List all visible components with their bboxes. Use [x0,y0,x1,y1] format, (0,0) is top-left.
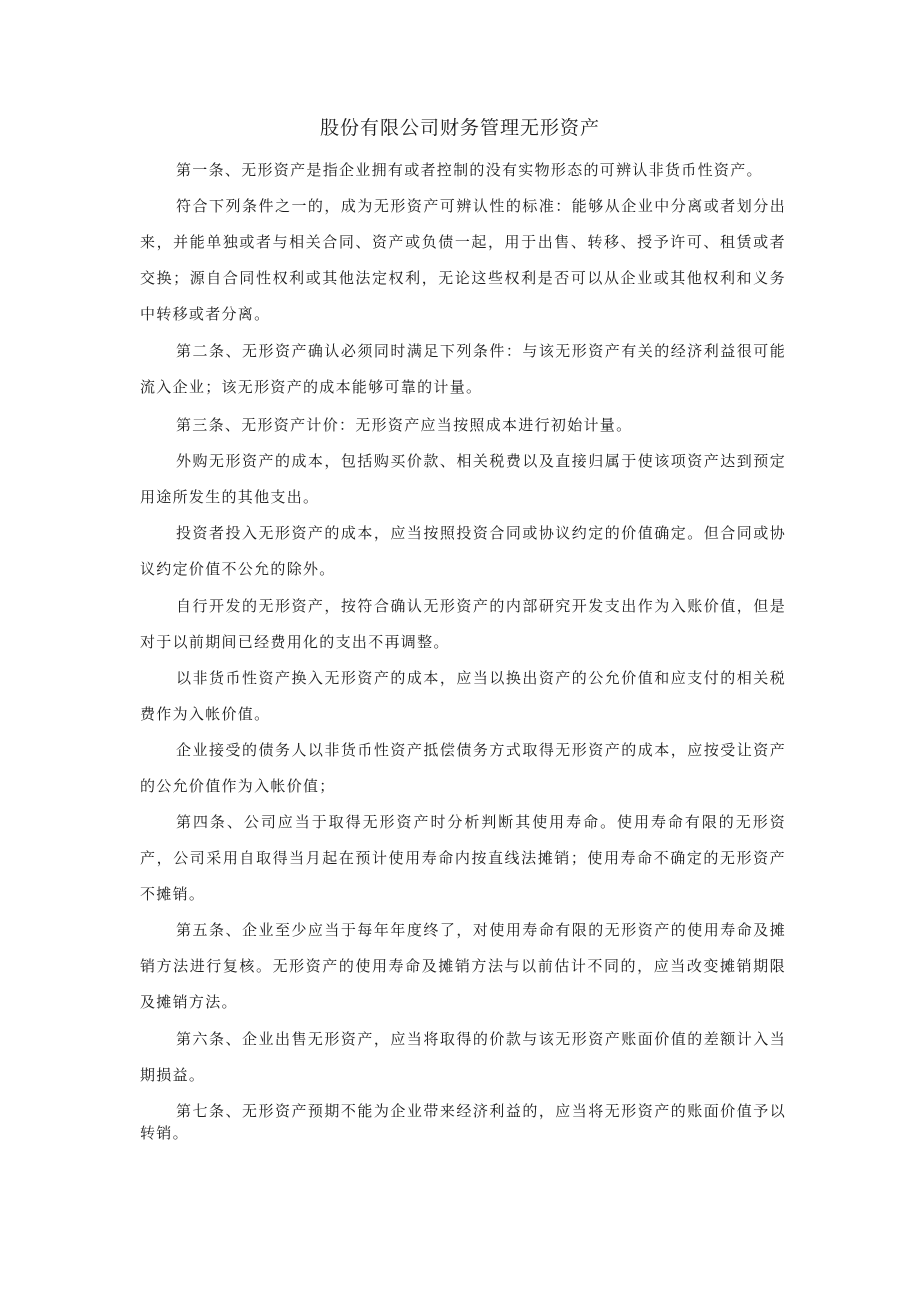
paragraph-article-3: 第三条、无形资产计价：无形资产应当按照成本进行初始计量。 [176,416,633,434]
paragraph-purchased: 外购无形资产的成本，包括购买价款、相关税费以及直接归属于使该项资产达到预定用途所发生的其他支出。 [140,452,786,506]
paragraph-article-6: 第六条、企业出售无形资产，应当将取得的价款与该无形资产账面价值的差额计入当期损益。 [140,1030,786,1084]
paragraph-self-developed: 自行开发的无形资产，按符合确认无形资产的内部研究开发支出作为入账价值，但是对于以前期间已经费用化的支出不再调整。 [140,597,786,651]
paragraph-article-5: 第五条、企业至少应当于每年年度终了，对使用寿命有限的无形资产的使用寿命及摊销方法进行复核。无形资产的使用寿命及摊销方法与以前估计不同的，应当改变摊销期限及摊销方法。 [140,921,786,1011]
paragraph-article-2: 第二条、无形资产确认必须同时满足下列条件：与该无形资产有关的经济利益很可能流入企业；该无形资产的成本能够可靠的计量。 [140,342,786,396]
paragraph-identifiability: 符合下列条件之一的，成为无形资产可辨认性的标准：能够从企业中分离或者划分出来，并能单独或者与相关合同、资产或负债一起，用于出售、转移、授予许可、租赁或者交换；源自合同性权利或其他法定权利，无论这些权利是否可以从企业或其他权利和义务中转移或者分离。 [140,197,786,323]
paragraph-article-1: 第一条、无形资产是指企业拥有或者控制的没有实物形态的可辨认非货币性资产。 [176,161,763,179]
paragraph-article-7: 第七条、无形资产预期不能为企业带来经济利益的，应当将无形资产的账面价值予以转销。 [140,1102,786,1142]
paragraph-debt-settlement: 企业接受的债务人以非货币性资产抵偿债务方式取得无形资产的成本，应按受让资产的公允价值作为入帐价值； [140,741,786,795]
paragraph-exchange: 以非货币性资产换入无形资产的成本，应当以换出资产的公允价值和应支付的相关税费作为入帐价值。 [140,669,786,723]
paragraph-article-4: 第四条、公司应当于取得无形资产时分析判断其使用寿命。使用寿命有限的无形资产，公司采用自取得当月起在预计使用寿命内按直线法摊销；使用寿命不确定的无形资产不摊销。 [140,813,786,903]
paragraph-invested: 投资者投入无形资产的成本，应当按照投资合同或协议约定的价值确定。但合同或协议约定价值不公允的除外。 [140,524,786,578]
document-title: 股份有限公司财务管理无形资产 [319,117,600,139]
